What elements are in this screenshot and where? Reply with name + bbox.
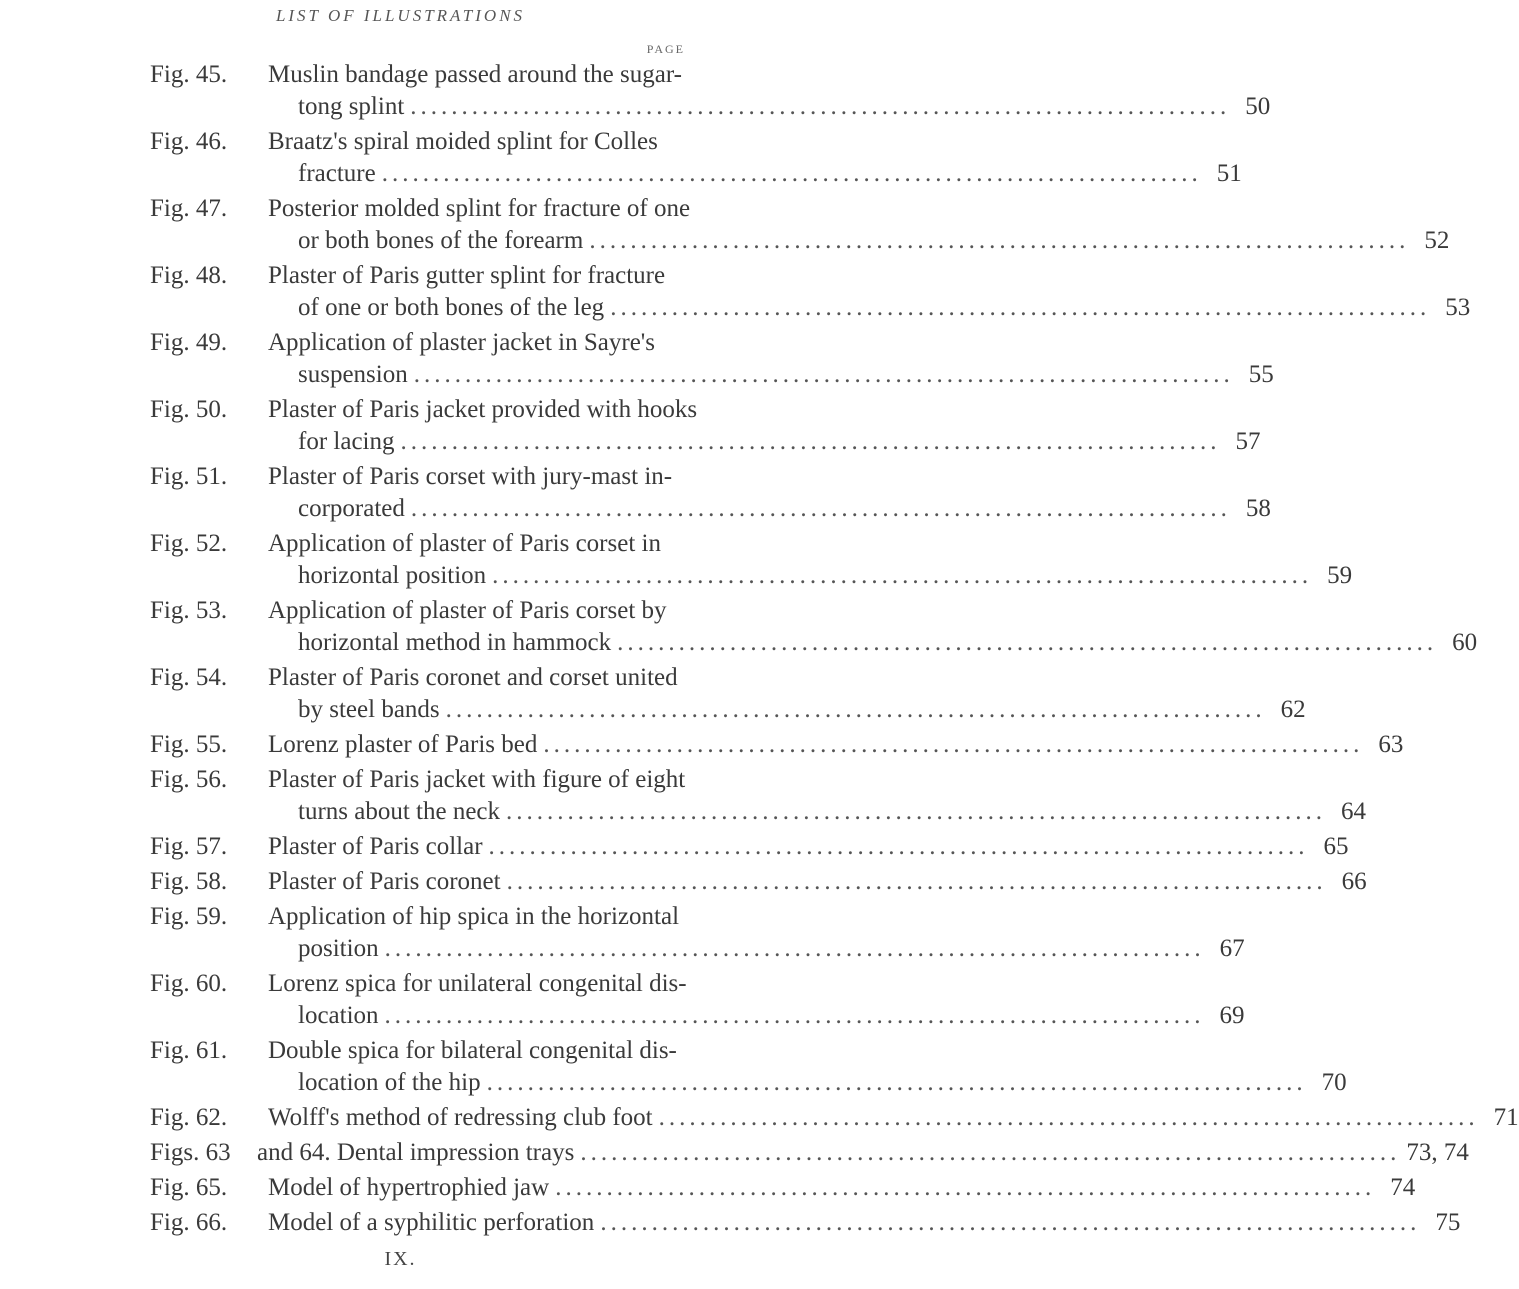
figure-number: Fig. 53. [150,597,228,624]
figure-number: Fig. 46. [150,128,228,155]
page-number: 50 [1245,93,1271,120]
page-number: 66 [1341,868,1367,895]
caption-line-1: Application of plaster of Paris corset in [268,530,661,557]
caption-line-2: suspension [298,361,408,388]
list-item [0,193,1450,257]
list-item [0,866,1367,898]
figure-number: Fig. 51. [150,463,228,490]
figure-number: Fig. 60. [150,970,228,997]
dot-leader: ................................................................................ [580,1139,1401,1166]
caption-line-with-page [298,627,1478,659]
caption-line-with-page [298,158,1242,190]
caption-line-1: Lorenz spica for unilateral congenital dis- [268,970,687,997]
caption-line-with-page [298,359,1274,391]
page-number: 75 [1435,1209,1461,1236]
dot-leader: ................................................................................ [506,798,1327,825]
dot-leader: ................................................................................ [486,1069,1307,1096]
caption-line-2: corporated [298,495,405,522]
caption-line-1: Plaster of Paris jacket with figure of eight [268,766,686,793]
dot-leader: ................................................................................ [617,629,1438,656]
page-number: 60 [1452,629,1478,656]
caption-line-1: Braatz's spiral moided splint for Colles [268,128,658,155]
caption-line-with-page [298,560,1353,592]
figure-number: Figs. 63 [150,1139,231,1166]
list-item [0,1102,1519,1134]
figure-number: Fig. 56. [150,766,228,793]
list-item [0,831,1349,863]
caption-line-2: Plaster of Paris coronet [268,868,501,895]
caption-line-with-page [268,729,1404,761]
caption-line-2: Lorenz plaster of Paris bed [268,731,538,758]
page-number: 70 [1321,1069,1347,1096]
page-column-label: PAGE [646,42,685,56]
dot-leader: ................................................................................ [384,935,1205,962]
caption-line-2: turns about the neck [298,798,501,825]
dot-leader: ................................................................................ [410,495,1231,522]
caption-line-with-page [298,1067,1347,1099]
caption-line-with-page [298,1000,1245,1032]
list-item [0,595,1478,659]
list-item [0,461,1271,525]
list-item [0,1172,1416,1204]
caption-line-with-page [268,1207,1461,1239]
figure-number: Fig. 54. [150,664,228,691]
caption-line-1: Plaster of Paris corset with jury-mast in- [268,463,673,490]
figure-number: Fig. 48. [150,262,228,289]
figure-number: Fig. 65. [150,1174,228,1201]
page-number: 73, 74 [1406,1139,1469,1166]
list-item [0,260,1471,324]
dot-leader: ................................................................................ [400,428,1221,455]
page-number: 53 [1445,294,1471,321]
list-item [0,1207,1461,1239]
caption-line-with-page [298,493,1271,525]
illustration-list [0,59,1519,1242]
figure-number: Fig. 61. [150,1037,228,1064]
dot-leader: ................................................................................ [589,227,1410,254]
figure-number: Fig. 47. [150,195,228,222]
caption-line-2: Model of a syphilitic perforation [268,1209,595,1236]
figure-number: Fig. 55. [150,731,228,758]
figure-number: Fig. 45. [150,61,228,88]
caption-line-2: location of the hip [298,1069,481,1096]
list-item [0,764,1367,828]
page-number: 55 [1248,361,1274,388]
caption-line-with-page [257,1137,1469,1169]
dot-leader: ................................................................................ [555,1174,1376,1201]
page-number: 65 [1323,833,1349,860]
page-number: 63 [1378,731,1404,758]
figure-number: Fig. 57. [150,833,228,860]
caption-line-2: Model of hypertrophied jaw [268,1174,550,1201]
page-number: 51 [1216,160,1242,187]
page-number: 64 [1341,798,1367,825]
page-folio: IX. [384,1248,417,1270]
caption-line-with-page [298,796,1367,828]
dot-leader: ................................................................................ [610,294,1431,321]
caption-line-with-page [268,831,1349,863]
caption-line-with-page [268,1172,1416,1204]
running-head: LIST OF ILLUSTRATIONS [275,6,526,25]
caption-line-1: Double spica for bilateral congenital dis- [268,1037,677,1064]
dot-leader: ................................................................................ [384,1002,1205,1029]
dot-leader: ................................................................................ [658,1104,1479,1131]
page-number: 58 [1245,495,1271,522]
figure-number: Fig. 52. [150,530,228,557]
dot-leader: ................................................................................ [506,868,1327,895]
caption-line-with-page [298,694,1306,726]
figure-number: Fig. 66. [150,1209,228,1236]
dot-leader: ................................................................................ [492,562,1313,589]
page-number: 69 [1219,1002,1245,1029]
dot-leader: ................................................................................ [381,160,1202,187]
page-number: 52 [1424,227,1450,254]
caption-line-2: Wolff's method of redressing club foot [268,1104,653,1131]
caption-line-2: tong splint [298,93,405,120]
list-item [0,1137,1469,1169]
dot-leader: ................................................................................ [600,1209,1421,1236]
page-number: 62 [1280,696,1306,723]
caption-line-1: Plaster of Paris jacket provided with hooks [268,396,698,423]
caption-line-1: Application of plaster of Paris corset by [268,597,667,624]
caption-line-2: for lacing [298,428,395,455]
list-item [0,901,1245,965]
page-number: 67 [1219,935,1245,962]
page-number: 71 [1493,1104,1519,1131]
figure-number: Fig. 62. [150,1104,228,1131]
caption-line-2: of one or both bones of the leg [298,294,605,321]
caption-line-with-page [298,91,1271,123]
caption-line-1: Application of plaster jacket in Sayre's [268,329,656,356]
list-item [0,126,1242,190]
page-number: 59 [1327,562,1353,589]
caption-line-with-page [298,426,1261,458]
caption-line-with-page [298,225,1450,257]
caption-line-2: or both bones of the forearm [298,227,584,254]
dot-leader: ................................................................................ [410,93,1231,120]
caption-line-2: horizontal method in hammock [298,629,612,656]
caption-line-1: Muslin bandage passed around the sugar- [268,61,682,88]
figure-number: Fig. 59. [150,903,228,930]
caption-line-2: horizontal position [298,562,487,589]
list-item [0,968,1245,1032]
caption-line-2: Plaster of Paris collar [268,833,483,860]
list-item [0,528,1353,592]
caption-line-1: Application of hip spica in the horizontal [268,903,680,930]
list-item [0,59,1271,123]
page-number: 74 [1390,1174,1416,1201]
list-item [0,1035,1347,1099]
caption-line-with-page [268,1102,1519,1134]
figure-number: Fig. 50. [150,396,228,423]
dot-leader: ................................................................................ [413,361,1234,388]
caption-line-with-page [298,292,1471,324]
figure-number: Fig. 49. [150,329,228,356]
caption-line-2: and 64. Dental impression trays [257,1139,575,1166]
list-item [0,662,1306,726]
list-item [0,327,1274,391]
list-item [0,729,1404,761]
caption-line-with-page [268,866,1367,898]
dot-leader: ................................................................................ [543,731,1364,758]
caption-line-with-page [298,933,1245,965]
dot-leader: ................................................................................ [445,696,1266,723]
caption-line-1: Posterior molded splint for fracture of one [268,195,691,222]
caption-line-2: position [298,935,379,962]
caption-line-2: fracture [298,160,376,187]
caption-line-1: Plaster of Paris gutter splint for fracture [268,262,666,289]
page-number: 57 [1235,428,1261,455]
figure-number: Fig. 58. [150,868,228,895]
list-item [0,394,1261,458]
caption-line-1: Plaster of Paris coronet and corset united [268,664,678,691]
dot-leader: ................................................................................ [488,833,1309,860]
caption-line-2: by steel bands [298,696,440,723]
caption-line-2: location [298,1002,379,1029]
